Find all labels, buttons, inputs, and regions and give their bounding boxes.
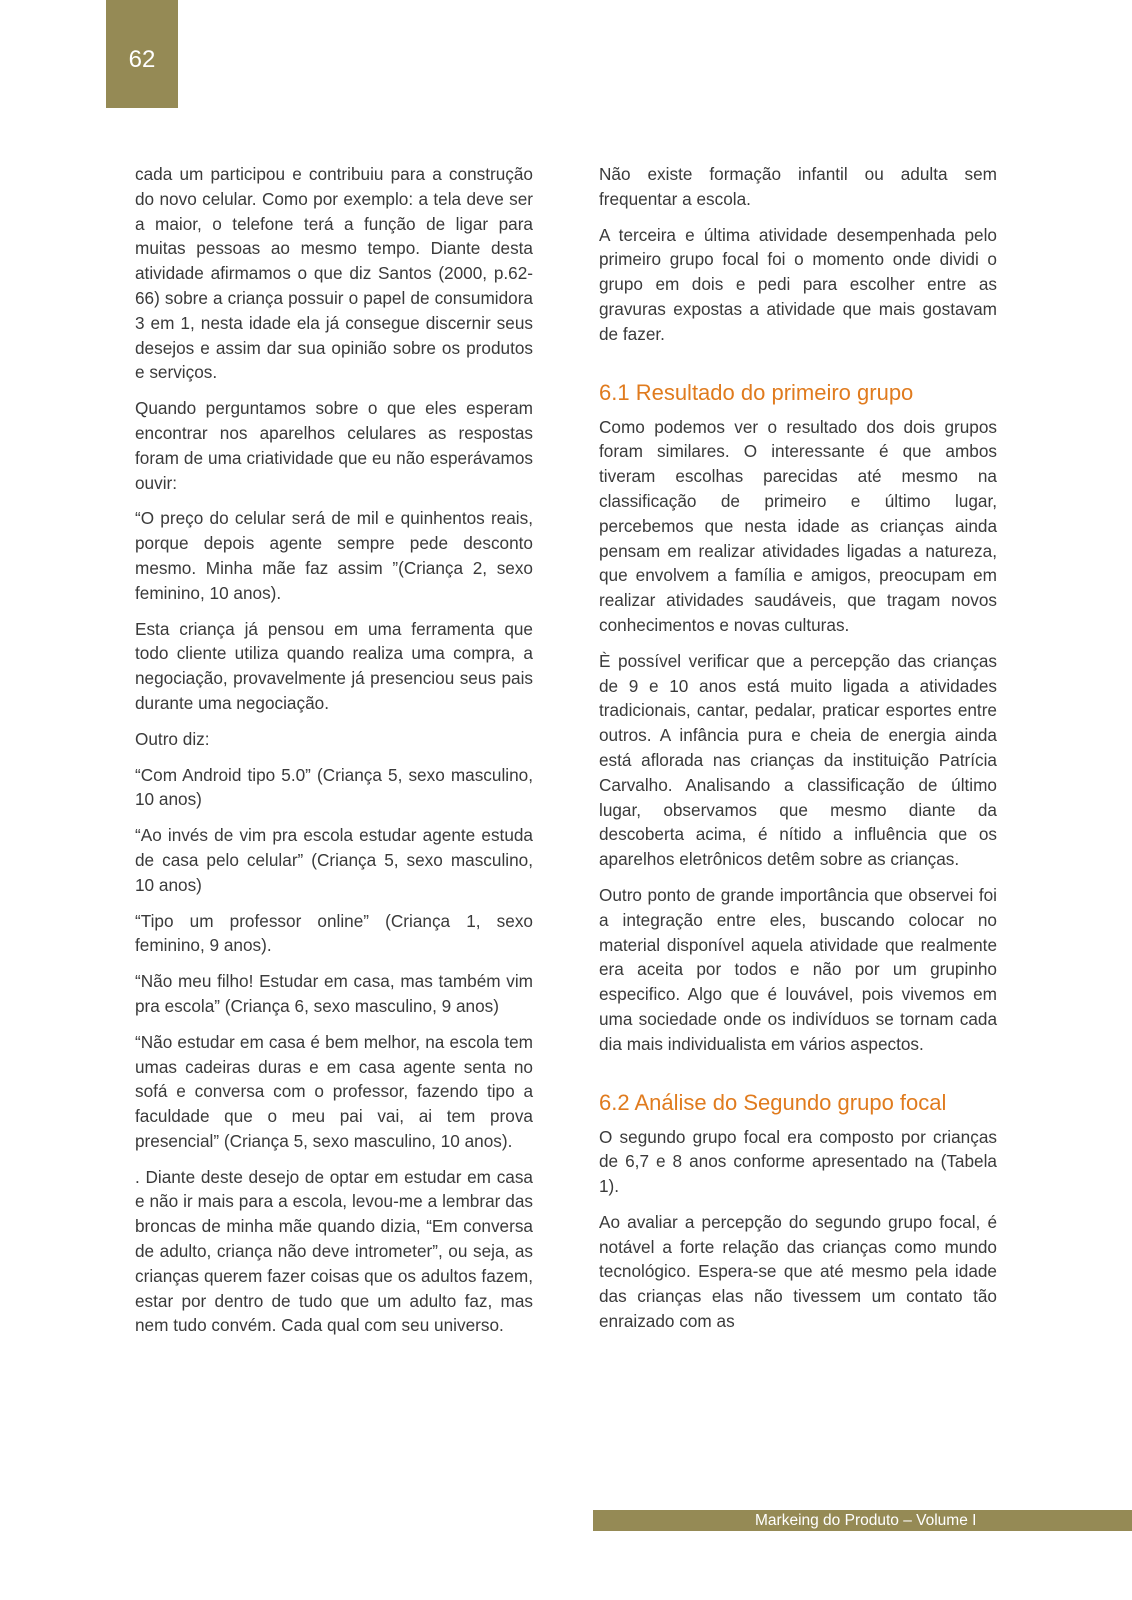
paragraph: cada um participou e contribuiu para a construção do novo celular. Como por exemplo: a tela deve ser a maior, o telefone terá a função de ligar para muitas pessoas ao mesmo tempo. Diante desta atividade afirmamos o que diz Santos (2000, p.62-66) sobre a criança possuir o papel de consumidora 3 em 1, nesta idade ela já consegue discernir seus desejos e assim dar sua opinião sobre os produtos e serviços. <box>135 164 533 383</box>
section-heading-6-2: 6.2 Análise do Segundo grupo focal <box>599 1089 947 1115</box>
paragraph: È possível verificar que a percepção das crianças de 9 e 10 anos está muito ligada a atividades tradicionais, cantar, pedalar, praticar esportes entre outros. A infância pura e cheia de energia ainda está aflorada nas crianças da instituição Patrícia Carvalho. Analisando a classificação de último lugar, observamos que mesmo diante da descoberta acima, é nítido a influência que os aparelhos eletrônicos detêm sobre as crianças. <box>599 650 997 870</box>
section-heading-6-1: 6.1 Resultado do primeiro grupo <box>599 379 914 405</box>
paragraph: Ao avaliar a percepção do segundo grupo focal, é notável a forte relação das crianças como mundo tecnológico. Espera-se que até mesmo pela idade das crianças elas não tivessem um contato tão enraizado com as <box>599 1211 997 1332</box>
quote-paragraph: “Tipo um professor online” (Criança 1, sexo feminino, 9 anos). <box>135 910 533 956</box>
page-number: 62 <box>128 46 156 73</box>
quote-paragraph: “Com Android tipo 5.0” (Criança 5, sexo masculino, 10 anos) <box>135 764 533 810</box>
quote-paragraph: “Não estudar em casa é bem melhor, na escola tem umas cadeiras duras e em casa agente senta no sofá e conversa com o professor, fazendo tipo a faculdade que o meu pai vai, ai tem prova presencial” (Criança 5, sexo masculino, 10 anos). <box>135 1031 533 1151</box>
paragraph: Outro diz: <box>135 728 210 749</box>
left-column <box>135 162 533 1338</box>
paragraph: O segundo grupo focal era composto por crianças de 6,7 e 8 anos conforme apresentado na (Tabela 1). <box>599 1126 997 1197</box>
footer-title: Markeing do Produto – Volume I <box>755 1512 977 1529</box>
paragraph: Não existe formação infantil ou adulta sem frequentar a escola. <box>599 164 997 209</box>
quote-paragraph: “Não meu filho! Estudar em casa, mas também vim pra escola” (Criança 6, sexo masculino, 9 anos) <box>135 971 533 1016</box>
footer-bar <box>593 1510 1132 1531</box>
quote-paragraph: “O preço do celular será de mil e quinhentos reais, porque depois agente sempre pede desconto mesmo. Minha mãe faz assim ”(Criança 2, sexo feminino, 10 anos). <box>135 508 533 603</box>
paragraph: Quando perguntamos sobre o que eles esperam encontrar nos aparelhos celulares as respostas foram de uma criatividade que eu não esperávamos ouvir: <box>135 398 533 493</box>
paragraph: . Diante deste desejo de optar em estudar em casa e não ir mais para a escola, levou-me a lembrar das broncas de minha mãe quando dizia, “Em conversa de adulto, criança não deve intrometer”, ou seja, as crianças querem fazer coisas que os adultos fazem, estar por dentro de tudo que um adulto faz, mas nem tudo convém. Cada qual com seu universo. <box>135 1166 533 1336</box>
quote-paragraph: “Ao invés de vim pra escola estudar agente estuda de casa pelo celular” (Criança 5, sexo masculino, 10 anos) <box>135 825 533 895</box>
page-number-tab <box>106 0 178 108</box>
right-column <box>599 162 997 1334</box>
paragraph: Esta criança já pensou em uma ferramenta que todo cliente utiliza quando realiza uma compra, a negociação, provavelmente já presenciou seus pais durante uma negociação. <box>135 618 533 713</box>
paragraph: A terceira e última atividade desempenhada pelo primeiro grupo focal foi o momento onde dividi o grupo em dois e pedi para escolher entre as gravuras expostas a atividade que mais gostavam de fazer. <box>599 224 997 344</box>
paragraph: Outro ponto de grande importância que observei foi a integração entre eles, buscando colocar no material disponível aquela atividade que realmente era aceita por todos e não por um grupinho especifico. Algo que é louvável, pois vivemos em uma sociedade onde os indivíduos se tornam cada dia mais individualista em vários aspectos. <box>599 884 997 1054</box>
paragraph: Como podemos ver o resultado dos dois grupos foram similares. O interessante é que ambos tiveram escolhas parecidas até mesmo na classificação de primeiro e último lugar, percebemos que nesta idade as crianças ainda pensam em realizar atividades ligadas a natureza, que envolvem a família e amigos, preocupam em realizar atividades saudáveis, que tragam novos conhecimentos e novas culturas. <box>599 416 997 635</box>
